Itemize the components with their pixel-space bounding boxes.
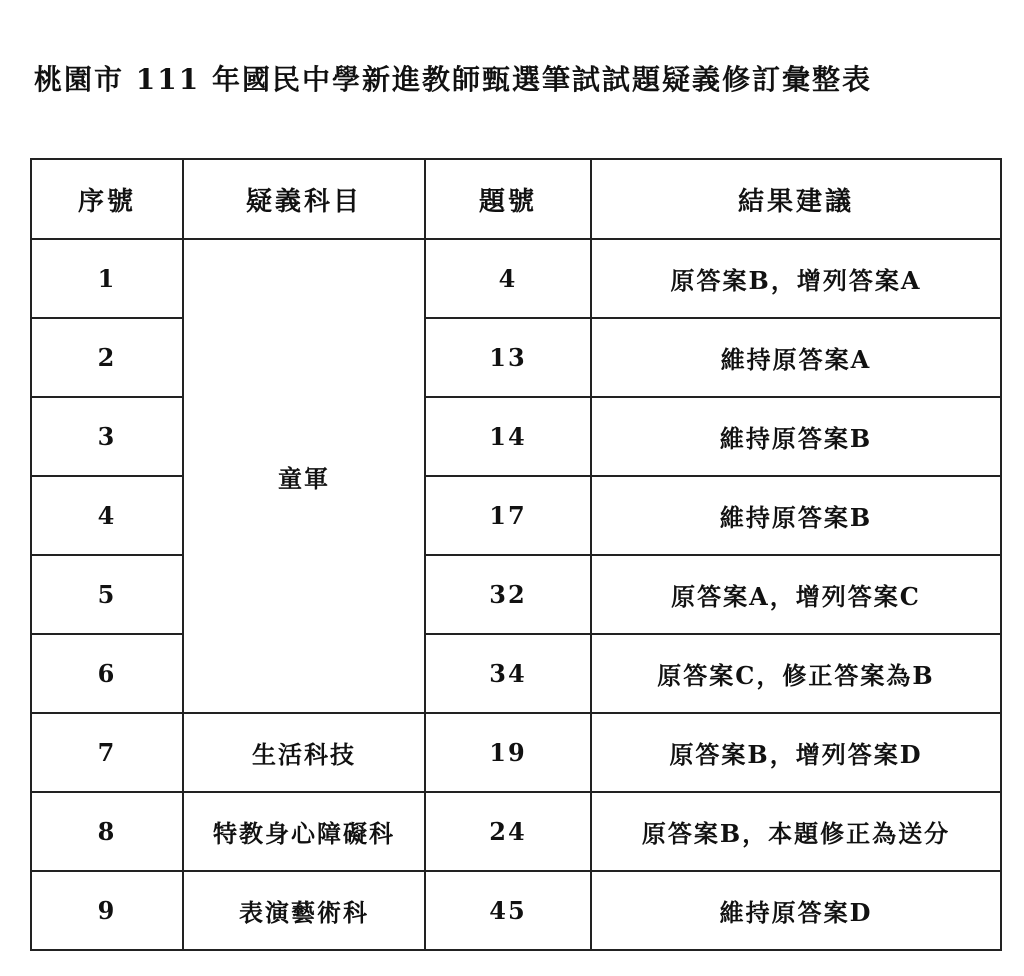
table-row	[31, 634, 1001, 713]
table-row	[31, 397, 1001, 476]
table-row	[31, 871, 1001, 950]
cell-result: 原答案C，修正答案為B	[591, 634, 1001, 713]
cell-serial-number: 4	[31, 476, 183, 555]
table-row	[31, 476, 1001, 555]
header-serial-number: 序號	[31, 159, 183, 239]
cell-result: 原答案A，增列答案C	[591, 555, 1001, 634]
table-row	[31, 555, 1001, 634]
cell-question-number: 17	[425, 476, 591, 555]
cell-question-number: 19	[425, 713, 591, 792]
cell-subject: 童軍	[183, 239, 425, 713]
cell-result: 原答案B，增列答案A	[591, 239, 1001, 318]
cell-result: 維持原答案D	[591, 871, 1001, 950]
revision-table	[30, 158, 1002, 951]
cell-question-number: 34	[425, 634, 591, 713]
cell-subject: 特教身心障礙科	[183, 792, 425, 871]
header-question-number: 題號	[425, 159, 591, 239]
cell-result: 原答案B，增列答案D	[591, 713, 1001, 792]
cell-result: 維持原答案B	[591, 476, 1001, 555]
cell-serial-number: 3	[31, 397, 183, 476]
cell-question-number: 14	[425, 397, 591, 476]
cell-subject: 表演藝術科	[183, 871, 425, 950]
cell-question-number: 13	[425, 318, 591, 397]
cell-question-number: 24	[425, 792, 591, 871]
table-row	[31, 713, 1001, 792]
cell-serial-number: 8	[31, 792, 183, 871]
cell-question-number: 45	[425, 871, 591, 950]
cell-serial-number: 2	[31, 318, 183, 397]
cell-question-number: 4	[425, 239, 591, 318]
cell-serial-number: 1	[31, 239, 183, 318]
cell-serial-number: 9	[31, 871, 183, 950]
header-result: 結果建議	[591, 159, 1001, 239]
document-title: 桃園市 111 年國民中學新進教師甄選筆試試題疑義修訂彙整表	[34, 63, 872, 96]
cell-result: 原答案B，本題修正為送分	[591, 792, 1001, 871]
header-subject: 疑義科目	[183, 159, 425, 239]
cell-result: 維持原答案A	[591, 318, 1001, 397]
cell-result: 維持原答案B	[591, 397, 1001, 476]
cell-subject: 生活科技	[183, 713, 425, 792]
table-header-row	[31, 159, 1001, 239]
cell-serial-number: 5	[31, 555, 183, 634]
cell-serial-number: 6	[31, 634, 183, 713]
table-row	[31, 792, 1001, 871]
table-row	[31, 239, 1001, 318]
cell-serial-number: 7	[31, 713, 183, 792]
cell-question-number: 32	[425, 555, 591, 634]
table-row	[31, 318, 1001, 397]
